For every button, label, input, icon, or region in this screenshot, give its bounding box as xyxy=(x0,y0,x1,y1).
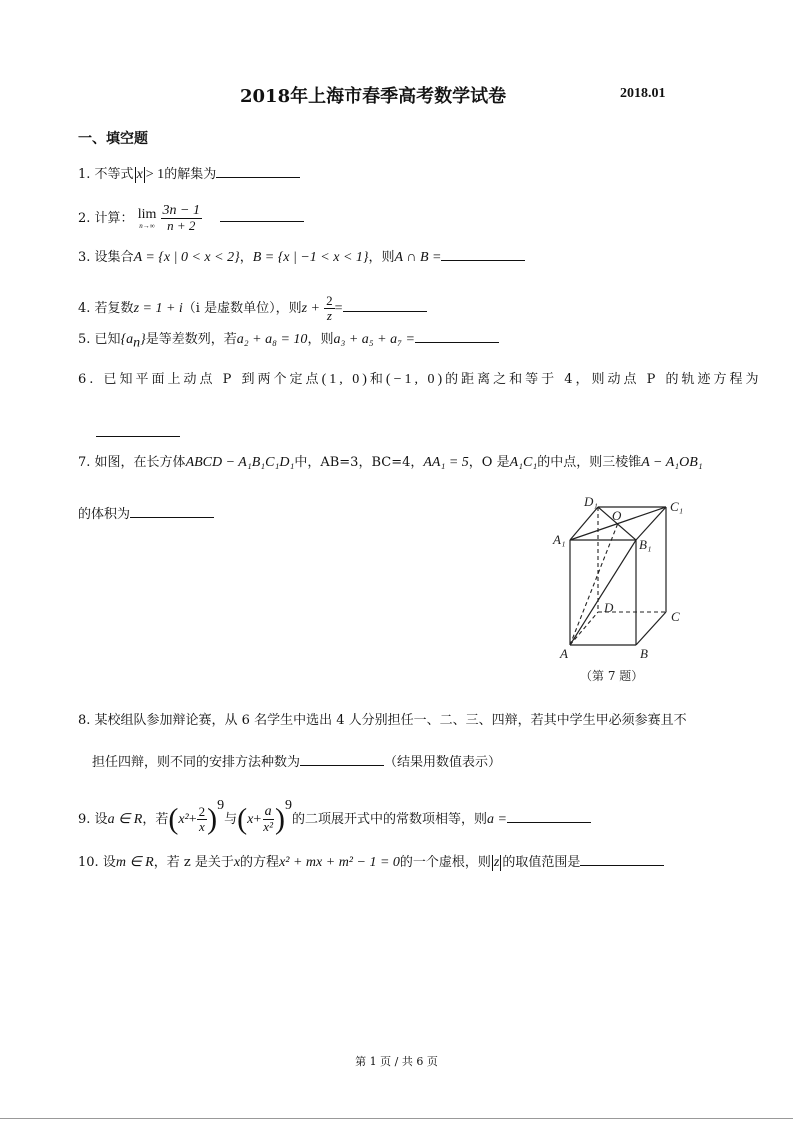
math-expr: x² xyxy=(178,812,189,827)
math-expr: A − A₁OB₁ xyxy=(641,455,703,470)
exam-date: 2018.01 xyxy=(620,86,666,101)
fraction-denominator: z xyxy=(326,308,332,323)
fraction-numerator: 3n − 1 xyxy=(162,203,200,218)
question-3 xyxy=(78,246,525,268)
question-number: 1. xyxy=(78,167,91,182)
fraction-numerator: 2 xyxy=(198,804,206,819)
math-expr: a₃ + a₅ + a₇ = xyxy=(333,332,415,347)
math-expr: {a xyxy=(120,332,134,347)
question-text: 的取值范围是 xyxy=(502,855,581,870)
question-text: ，则 xyxy=(307,332,334,347)
answer-blank[interactable] xyxy=(216,163,300,178)
math-expr: a = xyxy=(486,812,507,827)
answer-blank[interactable] xyxy=(220,207,304,222)
math-expr: ABCD − A₁B₁C₁D₁ xyxy=(185,455,295,470)
math-var: z xyxy=(493,855,500,870)
page-footer: 第 1 页 / 共 6 页 xyxy=(355,1055,438,1068)
math-expr: > 1 xyxy=(145,167,165,182)
answer-blank[interactable] xyxy=(580,851,664,866)
math-expr: = xyxy=(334,301,343,316)
section-title: 一、填空题 xyxy=(78,131,148,147)
question-9: 9. 设a ∈ R，若(x²+ $\frac{2}{x}$ )$^9$与(x+ $\frac{a}{\text{x²}}$ )$^9$的二项展开式中的常数项相等，则a = xyxy=(78,796,591,834)
question-text: 的方程 xyxy=(240,855,280,870)
question-8-line2 xyxy=(92,751,501,773)
question-text: 设 xyxy=(102,855,116,870)
question-text: 的体积为 xyxy=(78,507,131,522)
math-expr: z + xyxy=(301,301,320,316)
answer-blank[interactable] xyxy=(130,503,214,518)
question-4 xyxy=(78,294,427,323)
lim-subscript: n→∞ xyxy=(139,221,155,230)
question-number: 4. xyxy=(78,301,91,316)
question-text: 担任四辩，则不同的安排方法种数为 xyxy=(92,755,301,770)
question-text: ，则 xyxy=(368,250,395,265)
question-5 xyxy=(78,328,499,354)
math-expr: A ∩ B = xyxy=(394,250,442,265)
question-text: 如图，在长方体 xyxy=(94,455,186,470)
exponent: 9 xyxy=(217,798,225,813)
question-text: ，O 是 xyxy=(468,455,510,470)
math-expr: m ∈ R xyxy=(115,855,154,870)
math-var: x xyxy=(136,167,143,182)
question-1 xyxy=(78,163,300,185)
label-A: A xyxy=(560,646,568,661)
math-expr: x xyxy=(247,812,254,827)
figure-caption: （第 7 题） xyxy=(580,669,644,683)
question-number: 6. xyxy=(78,372,97,387)
question-text: 设集合 xyxy=(94,250,134,265)
math-var: x xyxy=(233,855,241,870)
question-number: 10. xyxy=(78,855,99,870)
question-text: 不等式 xyxy=(94,167,134,182)
exponent: 9 xyxy=(284,798,292,813)
page-bottom-rule xyxy=(0,1118,793,1119)
answer-blank[interactable] xyxy=(300,751,384,766)
question-text: 已知平面上动点 P 到两个定点 xyxy=(103,372,322,387)
question-number: 8. xyxy=(78,713,91,728)
question-text: 的一个虚根，则 xyxy=(399,855,491,870)
math-expr: B = {x | −1 < x < 1} xyxy=(252,250,369,265)
math-expr: + xyxy=(188,812,197,827)
lim-symbol: lim xyxy=(137,206,157,222)
math-expr: A₁C₁ xyxy=(509,455,538,470)
question-text: 的距离之和等于 4，则动点 P 的轨迹方程为 xyxy=(445,372,762,387)
fraction-numerator: a xyxy=(264,804,272,819)
label-A1: A₁ xyxy=(553,532,566,547)
fraction-denominator: n + 2 xyxy=(167,218,196,233)
label-D: D xyxy=(604,600,614,615)
answer-blank[interactable] xyxy=(96,422,180,437)
math-expr: z = 1 + i xyxy=(133,301,183,316)
question-text: 已知 xyxy=(94,332,121,347)
math-expr: (−1, 0) xyxy=(385,372,446,387)
question-number: 2. xyxy=(78,211,91,226)
math-expr: a ∈ R xyxy=(107,812,143,827)
label-B: B xyxy=(640,646,648,661)
answer-blank[interactable] xyxy=(507,808,591,823)
question-text: 的中点，则三棱锥 xyxy=(537,455,642,470)
question-8 xyxy=(78,711,687,731)
question-text: 和 xyxy=(369,372,386,387)
question-text: 设 xyxy=(94,812,108,827)
question-6 xyxy=(78,370,762,390)
fraction-denominator: x xyxy=(199,819,205,834)
question-2 xyxy=(78,204,304,233)
answer-blank[interactable] xyxy=(343,297,427,312)
math-expr: (1, 0) xyxy=(321,372,370,387)
fraction-numerator: 2 xyxy=(326,293,333,308)
question-number: 3. xyxy=(78,250,91,265)
fraction-denominator: x² xyxy=(263,819,273,834)
math-expr: a₂ + a₈ = 10 xyxy=(236,332,308,347)
question-7 xyxy=(78,453,703,473)
label-B1: B₁ xyxy=(639,537,652,552)
question-10 xyxy=(78,851,664,873)
question-number: 9. xyxy=(78,812,91,827)
question-text: ， xyxy=(239,250,253,265)
question-text: 某校组队参加辩论赛，从 6 名学生中选出 4 人分别担任一、二、三、四辩，若其中学生甲必须参赛且不 xyxy=(94,713,687,728)
question-7-line2 xyxy=(78,503,214,525)
answer-blank[interactable] xyxy=(415,328,499,343)
question-number: 5. xyxy=(78,332,91,347)
label-O: O xyxy=(612,508,622,523)
question-text: （i 是虚数单位），则 xyxy=(182,301,302,316)
question-note: （结果用数值表示） xyxy=(384,755,502,770)
label-C1: C₁ xyxy=(670,499,684,514)
question-text: 的解集为 xyxy=(164,167,217,182)
cuboid-figure xyxy=(548,490,698,690)
math-expr: A = {x | 0 < x < 2} xyxy=(133,250,240,265)
math-expr: AA₁ = 5 xyxy=(423,455,469,470)
label-C: C xyxy=(671,609,680,624)
question-text: 中，AB=3，BC=4， xyxy=(294,455,424,470)
label-D1: D₁ xyxy=(584,494,598,509)
question-text: 的二项展开式中的常数项相等，则 xyxy=(291,812,487,827)
math-expr: + xyxy=(253,812,262,827)
answer-blank[interactable] xyxy=(441,246,525,261)
question-text: 计算： xyxy=(94,211,134,226)
question-text: ，若 z 是关于 xyxy=(153,855,234,870)
question-text: 与 xyxy=(224,812,238,827)
page-title: 2018年上海市春季高考数学试卷 xyxy=(240,86,507,107)
question-text: ，若 xyxy=(142,812,169,827)
math-expr: } xyxy=(140,332,146,347)
math-expr: x² + mx + m² − 1 = 0 xyxy=(279,855,400,870)
math-subscript: n xyxy=(133,335,141,351)
question-text: 若复数 xyxy=(94,301,134,316)
question-number: 7. xyxy=(78,455,91,470)
question-text: 是等差数列，若 xyxy=(145,332,237,347)
